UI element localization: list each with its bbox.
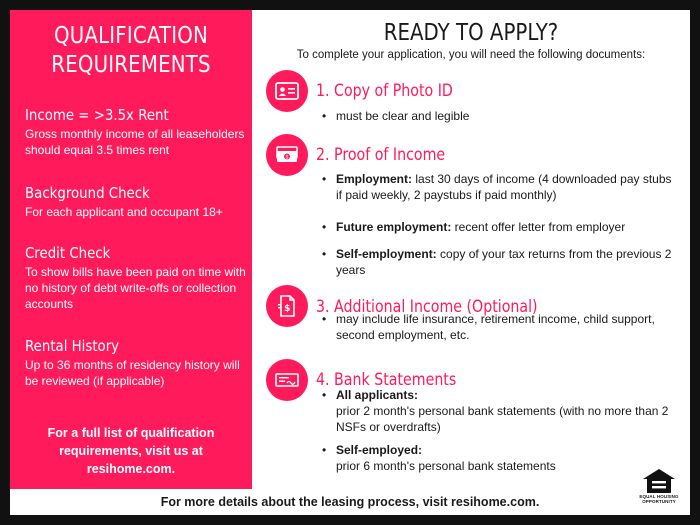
svg-text:$: $ bbox=[284, 304, 291, 314]
money-icon bbox=[266, 134, 308, 176]
list-item: • Future employment: recent offer letter from employer bbox=[322, 220, 626, 234]
section-title-photo-id: 1. Copy of Photo ID bbox=[316, 81, 453, 100]
qualification-title: QUALIFICATION REQUIREMENTS bbox=[51, 23, 211, 78]
list-item: • Self-employment: copy of your tax returns from the previous 2 years bbox=[322, 247, 672, 277]
requirement-background-check: Background Check For each applicant and occupant 18+ bbox=[25, 184, 223, 219]
footer-text: For more details about the leasing process, visit resihome.com. bbox=[160, 495, 540, 509]
requirement-credit-check: Credit Check To show bills have been paid on time with no history of debt write-offs or collection accounts bbox=[25, 244, 246, 311]
check-icon bbox=[266, 359, 308, 401]
list-item: • must be clear and legible bbox=[322, 109, 470, 123]
section-title-proof-of-income: 2. Proof of Income bbox=[316, 145, 446, 164]
qualification-panel bbox=[10, 10, 252, 489]
list-item: • may include life insurance, retirement income, child support, second employment, etc. bbox=[322, 312, 655, 342]
list-item: • Self-employed: prior 6 month's personal bank statements bbox=[322, 443, 556, 473]
section-title-additional-income: 3. Additional Income (Optional) bbox=[316, 297, 538, 316]
list-item: • Employment: last 30 days of income (4 downloaded pay stubs if paid weekly, 2 paystubs if paid monthly) bbox=[322, 172, 672, 202]
id-card-icon bbox=[266, 70, 308, 112]
svg-text:$: $ bbox=[285, 154, 289, 161]
requirement-rental-history: Rental History Up to 36 months of residency history will be reviewed (if applicable) bbox=[25, 337, 240, 388]
resihome-link[interactable]: resihome.com. bbox=[86, 462, 176, 476]
list-item: • All applicants: prior 2 month's personal bank statements (with no more than 2 NSFs or overdrafts) bbox=[322, 388, 669, 434]
apply-subtitle: To complete your application, you will need the following documents: bbox=[296, 49, 646, 61]
apply-panel bbox=[252, 10, 690, 489]
qualification-footer: For a full list of qualification requirements, visit us at resihome.com. bbox=[10, 424, 252, 478]
requirement-income: Income = >3.5x Rent Gross monthly income of all leaseholders should equal 3.5 times rent bbox=[25, 106, 245, 157]
section-title-bank-statements: 4. Bank Statements bbox=[316, 370, 457, 389]
document-dollar-icon bbox=[266, 285, 308, 327]
apply-title: READY TO APPLY? bbox=[383, 20, 559, 46]
equal-housing-opportunity-icon: EQUAL HOUSING OPPORTUNITY bbox=[637, 466, 681, 510]
